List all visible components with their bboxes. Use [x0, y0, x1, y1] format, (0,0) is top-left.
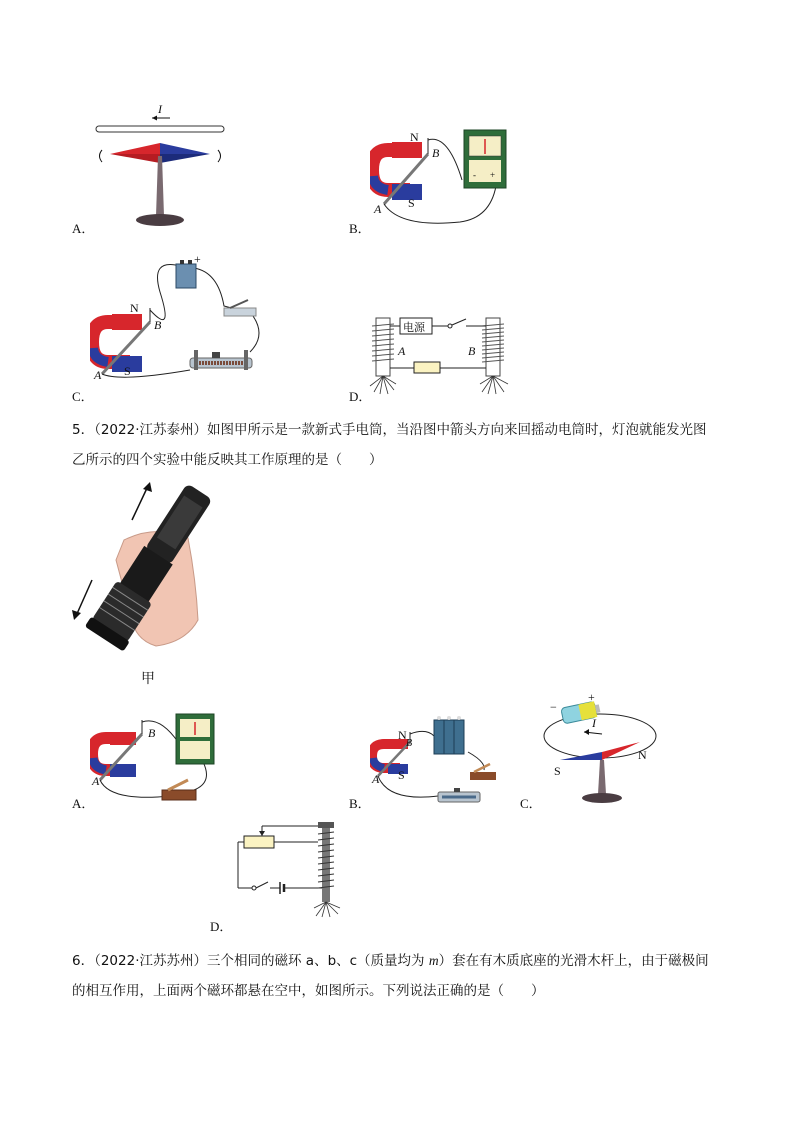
- figure-jia-caption: 甲: [141, 671, 155, 687]
- switch: [162, 780, 196, 800]
- galvanometer: [176, 714, 214, 764]
- end-b-label: B: [432, 146, 440, 160]
- question-6-text: [72, 946, 742, 1006]
- straight-wire: [96, 126, 224, 132]
- compass-needle-blue: [160, 143, 210, 154]
- galvanometer: [464, 130, 506, 188]
- switch: [224, 300, 256, 316]
- minus-terminal-label: −: [550, 700, 557, 714]
- compass-base: [136, 214, 184, 226]
- end-a-label: A: [94, 368, 102, 382]
- south-pole-label: S: [124, 364, 131, 378]
- iron-filings-left: [370, 376, 396, 394]
- south-pole-label: S: [554, 764, 561, 778]
- plus-terminal-label: +: [588, 690, 595, 704]
- q4-option-a-figure: [88, 100, 238, 230]
- end-a-label: A: [92, 774, 100, 788]
- resistor: [414, 362, 440, 373]
- rheostat: [190, 350, 252, 370]
- q5-option-a-label: A．: [72, 796, 95, 811]
- compass-needle-red: [602, 742, 640, 760]
- coil-a-label: A: [398, 344, 406, 358]
- power-supply-label: 电源: [403, 321, 425, 334]
- q4-option-b-label: B．: [349, 221, 371, 236]
- q4-option-a-label: A．: [72, 221, 95, 236]
- end-a-label: A: [374, 202, 382, 216]
- q4-option-b-figure: [370, 128, 520, 228]
- current-i-label: I: [158, 102, 162, 116]
- question-5-line-2: 乙所示的四个实验中能反映其工作原理的是（ ）: [72, 452, 383, 468]
- question-5-text: [72, 415, 742, 475]
- rheostat: [244, 836, 274, 848]
- switch: [256, 882, 268, 888]
- end-b-label: B: [406, 738, 413, 749]
- q5-option-a-figure: [90, 712, 230, 808]
- end-b-label: B: [154, 318, 162, 332]
- current-i-label: I: [592, 716, 596, 730]
- coil-b-label: B: [468, 344, 476, 358]
- q4-option-d-figure: [368, 312, 518, 396]
- north-pole-label: N: [130, 301, 139, 315]
- south-pole-label: S: [398, 768, 405, 782]
- switch: [452, 319, 466, 325]
- end-a-label: A: [372, 772, 380, 786]
- iron-filings: [314, 902, 340, 917]
- rheostat: [438, 788, 480, 802]
- svg-text:+: +: [490, 170, 496, 180]
- q5-option-b-label: B．: [349, 796, 371, 811]
- end-b-label: B: [148, 726, 156, 740]
- flashlight-figure: [66, 480, 216, 665]
- battery: [176, 260, 196, 288]
- plus-terminal-label: +: [194, 252, 201, 266]
- q5-option-d-label: D．: [210, 919, 233, 934]
- switch: [470, 764, 496, 780]
- question-6-line-2: 的相互作用，上面两个磁环都悬在空中，如图所示。下列说法正确的是（ ）: [72, 983, 545, 999]
- q4-option-c-label: C．: [72, 389, 94, 404]
- q5-option-b-figure: [370, 706, 500, 806]
- compass-base: [582, 793, 622, 803]
- question-5-line-1: 5．（2022·江苏泰州）如图甲所示是一款新式手电筒，当沿图中箭头方向来回摇动电筒时，灯泡就能发光图: [72, 422, 707, 438]
- north-pole-label: N: [398, 728, 407, 742]
- question-6-line-1: 6．（2022·江苏苏州）三个相同的磁环 a、b、c（质量均为 m）套在有木质底座的光滑木杆上，由于磁极间: [72, 953, 709, 969]
- north-pole-label: N: [638, 748, 647, 762]
- q5-option-c-figure: [540, 690, 660, 806]
- south-pole-label: S: [408, 196, 415, 210]
- q5-option-d-figure: [232, 822, 352, 918]
- q5-option-c-label: C．: [520, 796, 542, 811]
- north-pole-label: N: [410, 130, 419, 144]
- q4-option-c-figure: [90, 252, 270, 382]
- compass-needle-red: [110, 143, 160, 154]
- iron-filings-right: [480, 376, 508, 394]
- q4-option-d-label: D．: [349, 389, 372, 404]
- battery: [434, 716, 464, 754]
- svg-text:-: -: [473, 170, 476, 180]
